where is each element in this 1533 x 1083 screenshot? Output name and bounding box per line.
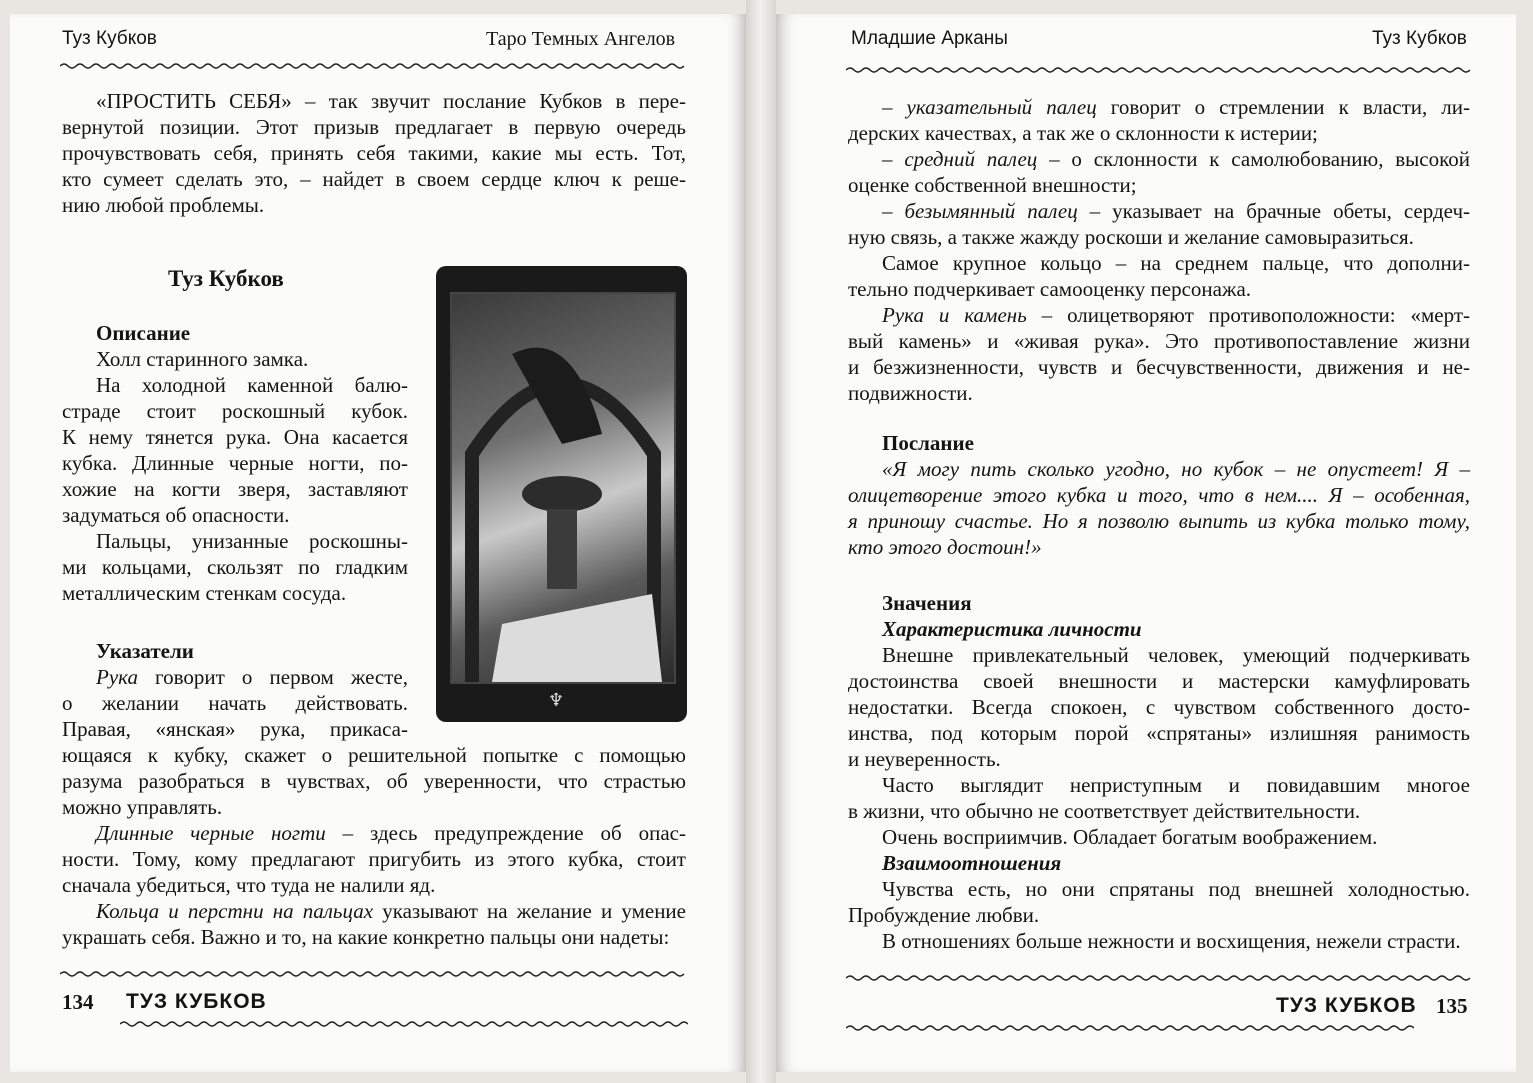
finger-text: – о склонности к самолюбованию, высокой: [1037, 147, 1470, 171]
personality-line: достоинства своей внешности и мастерски камуфлировать: [848, 669, 1470, 693]
message-line: олицетворение этого кубка и того, что в нем.... Я – особенная,: [848, 483, 1470, 507]
card-artwork: [450, 292, 676, 684]
finger-line: дерских качествах, а так же о склонности к истерии;: [848, 121, 1318, 145]
description-line: ми кольцами, скользят по гладким: [62, 555, 408, 579]
meanings-block: [848, 590, 1470, 954]
right-footer-rule-top: [846, 974, 1474, 983]
description-line: Пальцы, унизанные роскошны-: [96, 529, 408, 553]
intro-line: вернутой позиции. Этот призыв предлагает в первую очередь: [62, 115, 686, 139]
description-block: [62, 320, 408, 606]
rings-text: указывают на желание и умение: [373, 899, 686, 923]
pointers-heading: Указатели: [96, 639, 194, 663]
meanings-heading: Значения: [882, 591, 972, 615]
nails-line: [62, 820, 686, 846]
hand-stone-line: [848, 302, 1470, 328]
left-running-header-chapter: Туз Кубков: [62, 28, 157, 49]
pointer-line: ющаяся к кубку, скажет о решительной попытке с помощью: [62, 743, 686, 767]
intro-line: «ПРОСТИТЬ СЕБЯ» – так звучит послание Кубков в пере-: [96, 89, 686, 113]
finger-line: [848, 198, 1470, 224]
left-footer-rule-bottom: [120, 1020, 688, 1029]
finger-text: – указывает на брачные обеты, сердеч-: [1077, 199, 1470, 223]
finger-line: [848, 94, 1470, 120]
finger-term: – средний палец: [882, 147, 1038, 171]
receptive-line: Очень восприимчив. Обладает богатым воображением.: [882, 825, 1378, 849]
pointer-line: Правая, «янская» рука, прикаса-: [62, 717, 408, 741]
description-heading: Описание: [96, 321, 191, 345]
rings-term: Кольца и перстни на пальцах: [96, 899, 374, 923]
cup-suit-icon: ♆: [548, 690, 565, 710]
finger-line: оценке собственной внешности;: [848, 173, 1137, 197]
right-footer-rule-bottom: [846, 1024, 1414, 1033]
rings-line: украшать себя. Важно и то, на какие конкретно пальцы они надеты:: [62, 925, 670, 949]
book-gutter: [746, 0, 776, 1083]
description-line: На холодной каменной балю-: [96, 373, 408, 397]
pointer-line: разума разобраться в чувствах, об уверенности, что страстью: [62, 769, 686, 793]
rings-line: [62, 898, 686, 924]
relationships-heading: Взаимоотношения: [882, 851, 1062, 875]
description-line: хожие на когти зверя, заставляют: [62, 477, 408, 501]
ring-line: тельно подчеркивает самооценку персонажа.: [848, 277, 1252, 301]
personality-line: недостатки. Всегда спокоен, с чувством собственного досто-: [848, 695, 1470, 719]
often-line: Часто выглядит неприступным и повидавшим многое: [882, 773, 1470, 797]
description-line: Холл старинного замка.: [96, 347, 309, 371]
intro-line: нию любой проблемы.: [62, 193, 265, 217]
hand-stone-line: и безжизненности, чувств и бесчувственности, движения и не-: [848, 355, 1470, 379]
right-header-rule: [846, 66, 1474, 75]
message-line: «Я могу пить сколько угодно, но кубок – не опустеет! Я –: [882, 457, 1470, 481]
nails-term: Длинные черные ногти: [96, 821, 326, 845]
hand-stone-line: подвижности.: [848, 381, 973, 405]
intro-paragraph: [62, 88, 686, 218]
left-running-header-book: Таро Темных Ангелов: [486, 28, 676, 50]
often-line: в жизни, что обычно не соответствует действительности.: [848, 799, 1361, 823]
fingers-block: [848, 94, 1470, 406]
message-line: я приношу счастье. Но я позволю выпить из кубка только тому,: [848, 509, 1470, 533]
finger-line: [848, 146, 1470, 172]
pointer-term: Рука: [96, 665, 138, 689]
finger-term: – безымянный палец: [882, 199, 1078, 223]
relationships-line: Чувства есть, но они спрятаны под внешней холодностью.: [882, 877, 1470, 901]
description-line: кубка. Длинные черные ногти, по-: [62, 451, 408, 475]
message-heading: Послание: [882, 431, 974, 455]
nails-text: – здесь предупреждение об опас-: [325, 821, 686, 845]
right-page-number: 135: [1436, 994, 1468, 1018]
left-header-rule: [60, 62, 688, 71]
tarot-card-image: [436, 266, 687, 722]
personality-line: Внешне привлекательный человек, умеющий подчеркивать: [882, 643, 1470, 667]
finger-text: говорит о стремлении к власти, ли-: [1096, 95, 1470, 119]
ring-line: Самое крупное кольцо – на среднем пальце, что дополни-: [882, 251, 1470, 275]
description-line: К нему тянется рука. Она касается: [62, 425, 408, 449]
nails-line: сначала убедиться, что туда не налили яд.: [62, 873, 436, 897]
left-footer-rule-top: [60, 970, 688, 979]
relationships-line: Пробуждение любви.: [848, 903, 1040, 927]
personality-line: инства, под которым порой «спрятаны» излишняя ранимость: [848, 721, 1470, 745]
pointers-continued: [62, 742, 686, 950]
relationships-line: В отношениях больше нежности и восхищения, нежели страсти.: [882, 929, 1461, 953]
description-line: задуматься об опасности.: [62, 503, 290, 527]
intro-line: прочувствовать себя, принять себя такими, какие мы есть. Тот,: [62, 141, 686, 165]
description-line: металлическим стенкам сосуда.: [62, 581, 347, 605]
personality-heading: Характеристика личности: [882, 617, 1142, 641]
left-page-number: 134: [62, 990, 94, 1014]
message-block: [848, 430, 1470, 560]
description-line: страде стоит роскошный кубок.: [62, 399, 408, 423]
personality-line: и неуверенность.: [848, 747, 1001, 771]
hand-stone-term: Рука и камень: [882, 303, 1027, 327]
pointer-text: говорит о первом жесте,: [137, 665, 408, 689]
right-running-header-section: Младшие Арканы: [851, 28, 1008, 49]
left-footer-title: ТУЗ КУБКОВ: [126, 990, 267, 1013]
pointers-block: [62, 638, 408, 742]
hand-stone-text: – олицетворяют противоположности: «мерт-: [1026, 303, 1470, 327]
hand-stone-line: вый камень» и «живая рука». Это противопоставление жизни: [848, 329, 1470, 353]
message-line: кто этого достоин!»: [848, 535, 1042, 559]
pointer-line: можно управлять.: [62, 795, 223, 819]
section-title: Туз Кубков: [168, 266, 284, 291]
nails-line: ности. Тому, кому предлагают пригубить из этого кубка, стоит: [62, 847, 686, 871]
finger-term: – указательный палец: [882, 95, 1097, 119]
right-footer-title: ТУЗ КУБКОВ: [1276, 994, 1417, 1017]
intro-line: кто сумеет сделать это, – найдет в своем сердце ключ к реше-: [62, 167, 686, 191]
pointer-line: о желании начать действовать.: [62, 691, 408, 715]
right-running-header-chapter: Туз Кубков: [1372, 28, 1467, 49]
finger-line: ную связь, а также жажду роскоши и желание самовыразиться.: [848, 225, 1414, 249]
pointer-line: [62, 664, 408, 690]
